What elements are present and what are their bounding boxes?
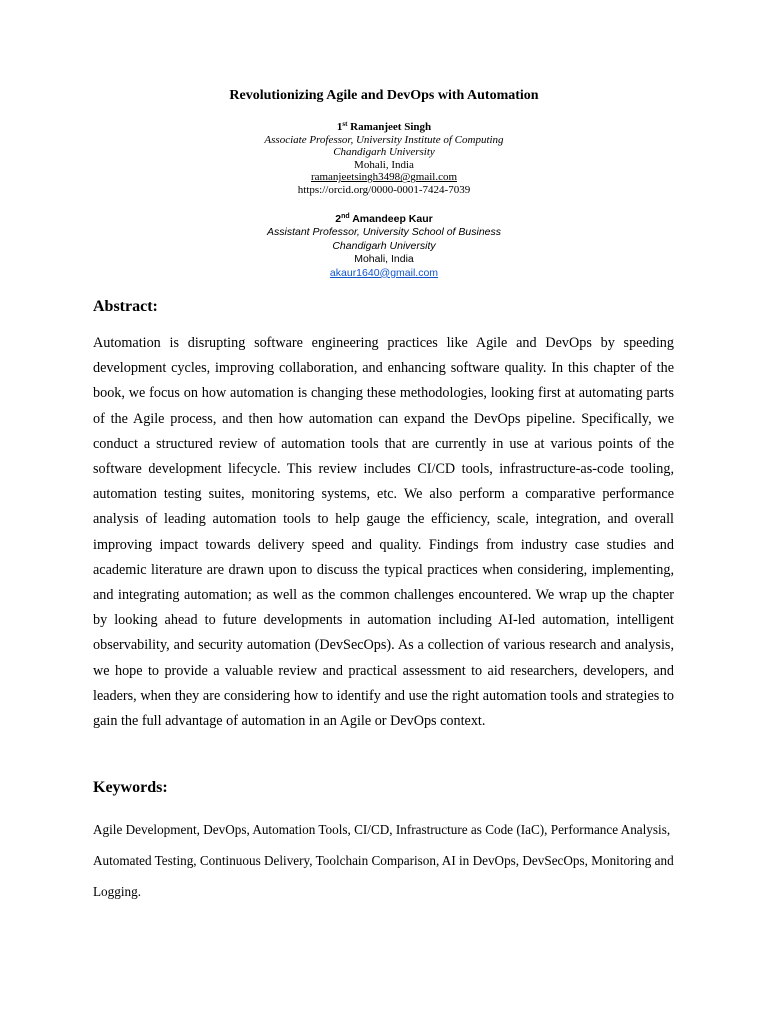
author-orcid: https://orcid.org/0000-0001-7424-7039 <box>297 183 471 196</box>
author-email-link[interactable]: ramanjeetsingh3498@gmail.com <box>310 171 458 184</box>
author-name-text: Amandeep Kaur <box>352 213 433 225</box>
author-location: Mohali, India <box>354 158 414 171</box>
keywords-heading: Keywords: <box>93 779 168 796</box>
author-institution: Chandigarh University <box>333 146 435 159</box>
abstract-body: Automation is disrupting software engineering practices like Agile and DevOps by speeding development cycles, improving collaboration, and enhancing software quality. In this chapter of the book, we focus on how automation is changing these methodologies, looking first at automating parts of the Agile process, and then how automation can expand the DevOps pipeline. Specifically, we conduct a structured review of automation tools that are currently in use at various points of the software development lifecycle. This review includes CI/CD tools, infrastructure-as-code tooling, automation testing suites, monitoring systems, etc. We also perform a comparative performance analysis of leading automation tools to help gauge the efficiency, scale, integration, and overall improving impact towards delivery speed and quality. Findings from industry case studies and academic literature are drawn upon to discuss the typical practices when considering, implementing, and integrating automation; as well as the common challenges encountered. We wrap up the chapter by looking ahead to future developments in automation including AI-led automation, intelligent observability, and security automation (DevSecOps). As a collection of various research and analysis, we hope to provide a valuable review and practical assessment to aid researchers, developers, and leaders, when they are considering how to identify and use the right automation tools and strategies to gain the full advantage of automation in an Agile or DevOps context. <box>93 335 674 730</box>
author-location: Mohali, India <box>354 253 414 266</box>
author-ordinal-suffix: nd <box>341 213 350 220</box>
author-ordinal: 1 <box>336 121 343 133</box>
author-block-2 <box>0 213 768 280</box>
author-name <box>0 213 768 226</box>
author-name <box>0 121 768 134</box>
keywords-body: Agile Development, DevOps, Automation Tools, CI/CD, Infrastructure as Code (IaC), Performance Analysis, Automated Testing, Continuous Delivery, Toolchain Comparison, AI in DevOps, DevSecOps, Monitoring and Logging. <box>93 822 674 899</box>
author-institution: Chandigarh University <box>332 239 436 252</box>
author-name-text: Ramanjeet Singh <box>350 121 432 133</box>
author-email-link[interactable]: akaur1640@gmail.com <box>329 266 439 279</box>
author-role: Assistant Professor, University School of Business <box>266 226 501 239</box>
author-role: Associate Professor, University Institute of Computing <box>264 133 504 146</box>
author-block-1 <box>0 121 768 197</box>
paper-title: Revolutionizing Agile and DevOps with Automation <box>229 88 539 103</box>
author-ordinal: 2 <box>335 213 342 225</box>
author-ordinal-suffix: st <box>342 120 348 128</box>
abstract-heading: Abstract: <box>93 298 158 315</box>
